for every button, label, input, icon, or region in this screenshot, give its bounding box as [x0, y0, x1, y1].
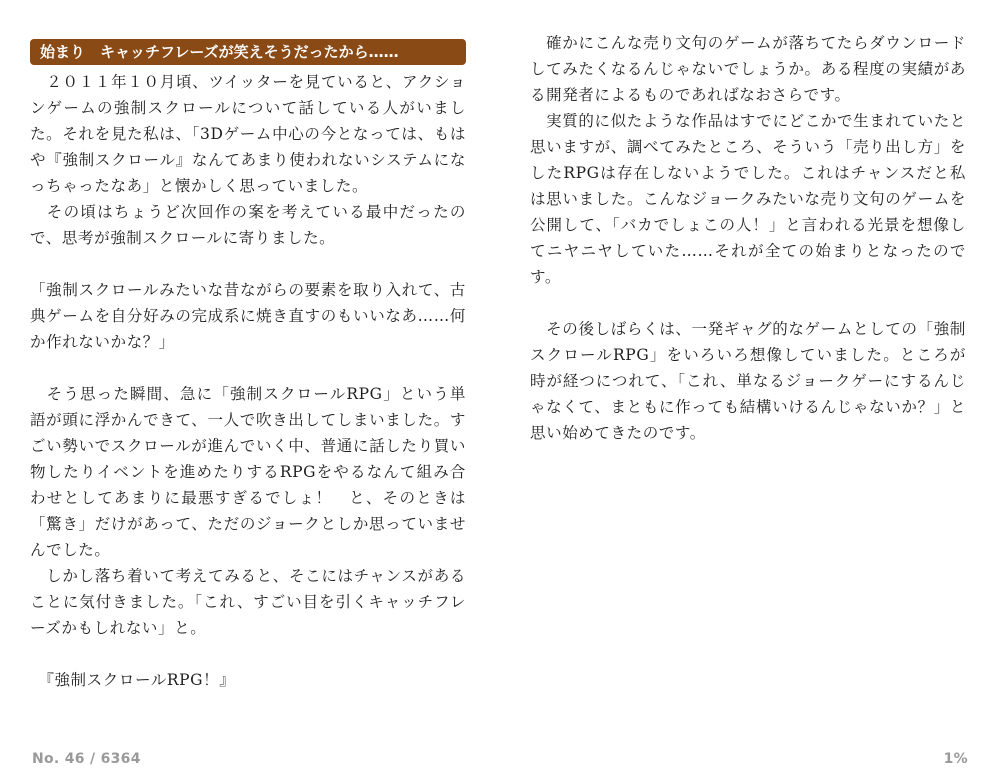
paragraph-spacer [530, 290, 966, 316]
paragraph: その頃はちょうど次回作の案を考えている最中だったので、思考が強制スクロールに寄りました。 [30, 203, 466, 247]
paragraph: そう思った瞬間、急に「強制スクロールRPG」という単語が頭に浮かんできて、一人で吹き出してしまいました。すごい勢いでスクロールが進んでいく中、普通に話したり買い物したりイベントを進めたりするRPGをやるなんて組み合わせとしてあまりに最悪すぎるでしょ！ と、そのときは「驚き」だけがあって、ただのジョークとしか思っていませんでした。 [30, 385, 466, 559]
paragraph: 実質的に似たような作品はすでにどこかで生まれていたと思いますが、調べてみたところ、そういう「売り出し方」をしたRPGは存在しないようでした。これはチャンスだと私は思いました。こんなジョークみたいな売り文句のゲームを公開して、「バカでしょこの人！」と言われる光景を想像してニヤニヤしていた……それが全ての始まりとなったのです。 [530, 112, 966, 286]
paragraph-spacer [30, 641, 466, 667]
paragraph-spacer [30, 251, 466, 277]
left-column [30, 30, 466, 693]
chapter-heading: 始まり キャッチフレーズが笑えそうだったから…… [30, 39, 466, 65]
progress-percent: 1% [943, 751, 968, 767]
paragraph: その後しばらくは、一発ギャグ的なゲームとしての「強制スクロールRPG」をいろいろ想像していました。ところが時が経つにつれて、「これ、単なるジョークゲーにするんじゃなくて、まともに作っても結構いけるんじゃないか？」と思い始めてきたのです。 [530, 320, 966, 442]
paragraph: しかし落ち着いて考えてみると、そこにはチャンスがあることに気付きました。「これ、すごい目を引くキャッチフレーズかもしれない」と。 [30, 567, 466, 637]
location-indicator[interactable]: No. 46 / 6364 [32, 751, 141, 767]
paragraph: 確かにこんな売り文句のゲームが落ちてたらダウンロードしてみたくなるんじゃないでしょうか。ある程度の実績がある開発者によるものであればなおさらです。 [530, 34, 966, 104]
paragraph-quote: 「強制スクロールみたいな昔ながらの要素を取り入れて、古典ゲームを自分好みの完成系に焼き直すのもいいなあ……何か作れないかな？」 [30, 281, 466, 351]
paragraph-spacer [30, 355, 466, 381]
paragraph-quote: 『強制スクロールRPG！』 [30, 671, 236, 689]
right-column [530, 30, 966, 446]
paragraph: ２０１１年１０月頃、ツイッターを見ていると、アクションゲームの強制スクロールについて話している人がいました。それを見た私は、「3Dゲーム中心の今となっては、もはや『強制スクロール』なんてあまり使われないシステムになっちゃったなあ」と懐かしく思っていました。 [30, 73, 466, 195]
